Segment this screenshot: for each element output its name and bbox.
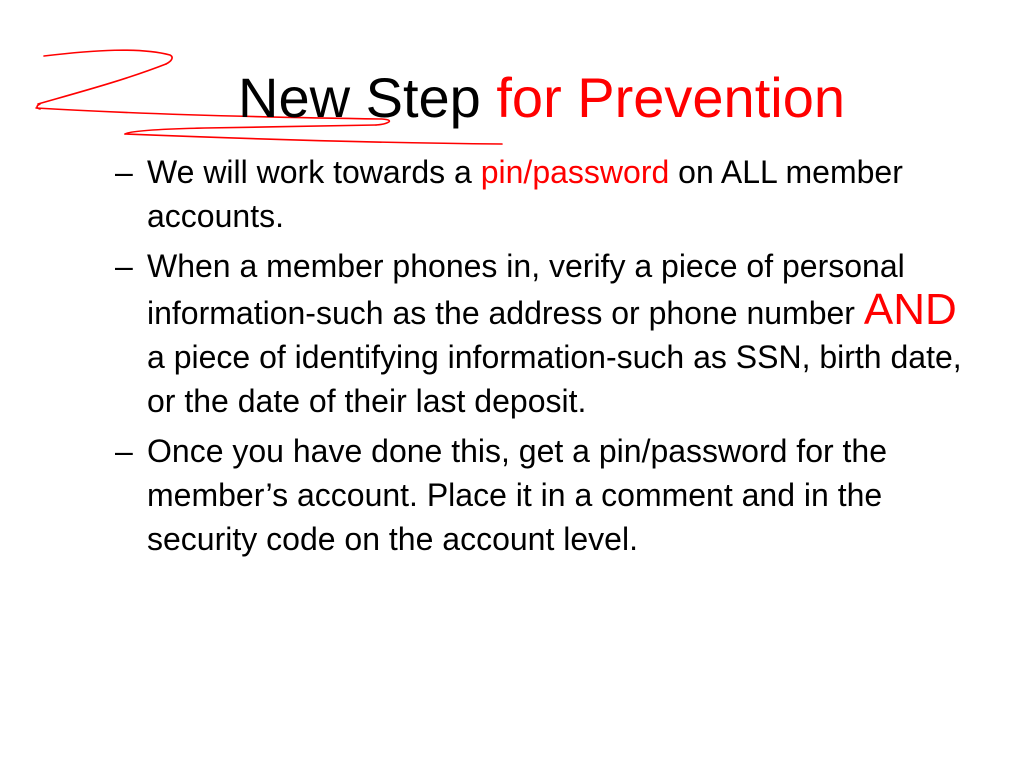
slide-title <box>238 66 845 130</box>
bullet-list <box>115 150 965 567</box>
bullet-item <box>115 150 965 238</box>
bullet-item <box>115 429 965 561</box>
bullet-emphasis: AND <box>863 285 957 334</box>
title-part-red: for Prevention <box>496 66 845 129</box>
bullet-text: We will work towards a <box>147 154 472 190</box>
bullet-text: a piece of identifying information-such as SSN, birth date, or the date of their last deposit. <box>147 339 962 419</box>
dash-marker: – <box>115 154 133 190</box>
bullet-item <box>115 244 965 423</box>
bullet-text: When a member phones in, verify a piece of personal information-such as the address or phone number <box>147 248 905 331</box>
dash-marker: – <box>115 248 133 284</box>
dash-marker: – <box>115 433 133 469</box>
title-part-black: New Step <box>238 66 481 129</box>
bullet-text: Once you have done this, get a pin/password for the member’s account. Place it in a comment and in the security code on the account level. <box>147 433 888 557</box>
bullet-text: on ALL member accounts. <box>147 154 903 234</box>
bullet-emphasis: pin/password <box>480 154 670 190</box>
